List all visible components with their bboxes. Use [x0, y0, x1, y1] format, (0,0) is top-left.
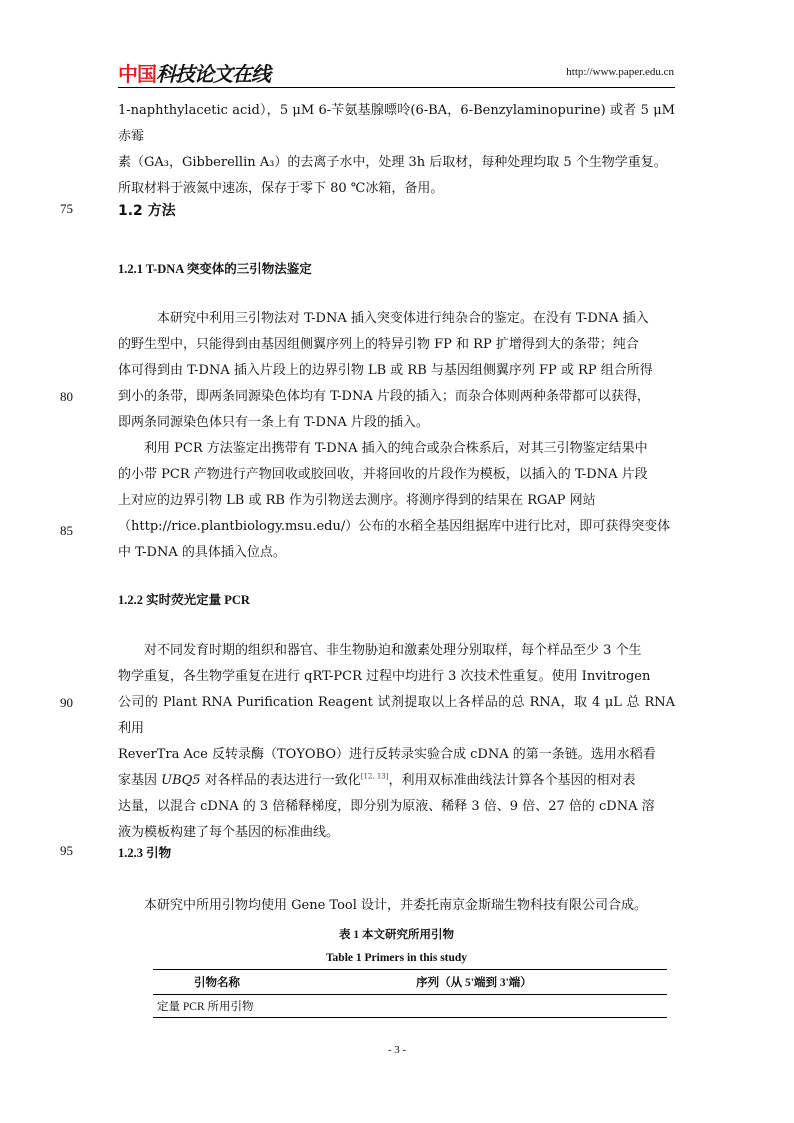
primer-table — [153, 969, 667, 1018]
paragraph-line: 的野生型中，只能得到由基因组侧翼序列上的特异引物 FP 和 RP 扩增得到大的条带；纯合 — [118, 337, 639, 352]
section-heading-1-2: 1.2 方法 — [118, 203, 176, 219]
line-number: 95 — [60, 843, 73, 858]
paragraph-line: 物学重复，各生物学重复在进行 qRT-PCR 过程中均进行 3 次技术性重复。使用 Invitrogen — [118, 669, 651, 684]
paragraph-line: ReverTra Ace 反转录酶（TOYOBO）进行反转录实验合成 cDNA 的第一条链。选用水稻看 — [118, 747, 656, 762]
paragraph-three-primer — [118, 306, 675, 566]
paragraph-line: 利用 PCR 方法鉴定出携带有 T-DNA 插入的纯合或杂合株系后，对其三引物鉴定结果中 — [144, 441, 648, 456]
paragraph-line: 中 T-DNA 的具体插入位点。 — [118, 545, 286, 560]
line-number: 80 — [60, 389, 73, 404]
paragraph-line: （http://rice.plantbiology.msu.edu/）公布的水稻全基因组据库中进行比对，即可获得突变体 — [118, 519, 671, 534]
paragraph-line: 本研究中利用三引物法对 T-DNA 插入突变体进行纯杂合的鉴定。在没有 T-DNA 插入 — [157, 311, 649, 326]
paragraph-line: 到小的条带，即两条同源染色体均有 T-DNA 片段的插入；而杂合体则两种条带都可以获得， — [118, 389, 650, 404]
intro-paragraph — [118, 98, 675, 202]
citation[interactable]: [12, 13] — [360, 772, 389, 781]
paragraph-line: 即两条同源染色体只有一条上有 T-DNA 片段的插入。 — [118, 415, 429, 430]
table-caption-en: Table 1 Primers in this study — [325, 952, 468, 964]
section-heading-1-2-3: 1.2.3 引物 — [118, 846, 172, 860]
intro-line: 1-naphthylacetic acid），5 μM 6-苄氨基腺嘌呤(6-BA，6-Benzylaminopurine) 或者 5 μM 赤霉 — [118, 103, 675, 144]
logo-text: 科技论文在线 — [156, 61, 270, 86]
site-logo — [118, 60, 270, 84]
table-cell — [281, 995, 667, 1018]
paragraph-line: 体可得到由 T-DNA 插入片段上的边界引物 LB 或 RB 与基因组侧翼序列 FP 或 RP 组合所得 — [118, 363, 653, 378]
section-heading-1-2-1: 1.2.1 T-DNA 突变体的三引物法鉴定 — [118, 262, 312, 276]
logo-mark: 中国 — [118, 61, 156, 86]
intro-line: 素（GA₃，Gibberellin A₃）的去离子水中，处理 3h 后取材，每种处理均取 5 个生物学重复。 — [118, 155, 667, 170]
paragraph-line: 液为模板构建了每个基因的标准曲线。 — [118, 825, 340, 840]
paragraph-line: 公司的 Plant RNA Purification Reagent 试剂提取以上各样品的总 RNA，取 4 μL 总 RNA 利用 — [118, 695, 675, 736]
paragraph-line: 家基因 UBQ5 对各样品的表达进行一致化[12, 13]，利用双标准曲线法计算各个基因的相对表 — [118, 772, 636, 788]
line-number: 75 — [60, 201, 73, 216]
paragraph-primers — [118, 893, 675, 919]
paragraph-line: 达量，以混合 cDNA 的 3 倍稀释梯度，即分别为原液、稀释 3 倍、9 倍、27 倍的 cDNA 溶 — [118, 799, 655, 814]
intro-line: 所取材料于液氮中速冻，保存于零下 80 ℃冰箱，备用。 — [118, 181, 444, 196]
page-number: - 3 - — [387, 1044, 407, 1056]
header-url[interactable]: http://www.paper.edu.cn — [566, 66, 674, 78]
table-header-row — [153, 970, 667, 995]
header-divider — [118, 87, 675, 88]
paragraph-line: 上对应的边界引物 LB 或 RB 作为引物送去测序。将测序得到的结果在 RGAP 网站 — [118, 493, 596, 508]
table-header-cell: 序列（从 5'端到 3'端） — [416, 977, 532, 989]
table-cell: 定量 PCR 所用引物 — [157, 1001, 254, 1013]
paragraph-qrt-pcr — [118, 638, 675, 846]
table-row — [153, 995, 667, 1018]
line-number: 85 — [60, 523, 73, 538]
paragraph-line: 对不同发育时期的组织和器官、非生物胁迫和激素处理分别取样，每个样品至少 3 个生 — [144, 643, 642, 658]
table-header-cell: 引物名称 — [194, 977, 240, 989]
paragraph-line: 的小带 PCR 产物进行产物回收或胶回收，并将回收的片段作为模板，以插入的 T-DNA 片段 — [118, 467, 648, 482]
line-number: 90 — [60, 695, 73, 710]
paragraph-line: 本研究中所用引物均使用 Gene Tool 设计，并委托南京金斯瑞生物科技有限公司合成。 — [144, 898, 648, 913]
table-caption-cn: 表 1 本文研究所用引物 — [339, 929, 454, 941]
section-heading-1-2-2: 1.2.2 实时荧光定量 PCR — [118, 593, 250, 607]
gene-name: UBQ5 — [161, 773, 201, 788]
